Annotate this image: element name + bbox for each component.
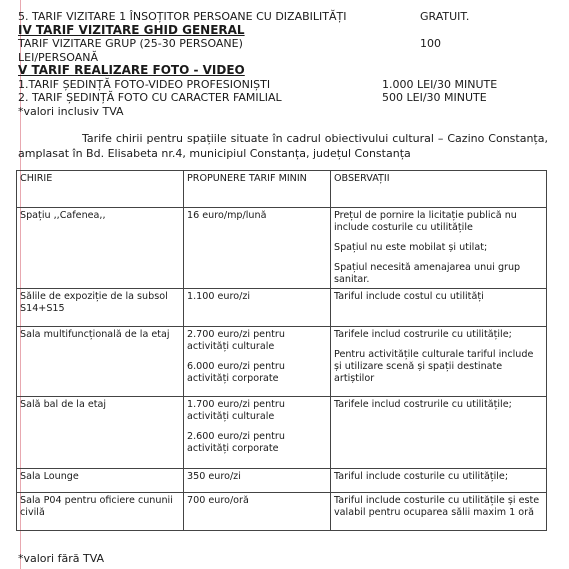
cell-chirie: Sălile de expoziție de la subsol S14+S15 — [17, 289, 184, 327]
tariff-value: 1.000 LEI/30 MINUTE — [382, 77, 498, 91]
footnote: *valori fără TVA — [18, 552, 105, 565]
tarif-value: 2.600 euro/zi pentru activități corporate — [187, 431, 285, 454]
cell-tarif — [184, 289, 331, 327]
table-row — [17, 327, 547, 397]
cell-tarif — [184, 493, 331, 531]
heading-text: IV TARIF VIZITARE GHID GENERAL — [18, 22, 245, 37]
obs-line: Tariful include costurile cu utilitățile; — [334, 471, 509, 482]
tarif-value: 700 euro/oră — [187, 495, 249, 506]
col-header-observatii: OBSERVAȚII — [331, 171, 547, 208]
tariff-line — [18, 51, 558, 65]
cell-chirie: Sală bal de la etaj — [17, 397, 184, 469]
table-row — [17, 289, 547, 327]
section-heading — [18, 24, 558, 38]
section-heading — [18, 64, 558, 78]
obs-line: Prețul de pornire la licitație publică nu include costurile cu utilitățile — [334, 210, 517, 233]
table-row — [17, 397, 547, 469]
obs-line: Tariful include costul cu utilități — [334, 291, 484, 302]
cell-observatii — [331, 208, 547, 289]
cell-observatii — [331, 397, 547, 469]
intro-paragraph — [18, 131, 548, 161]
col-header-tarif: PROPUNERE TARIF MININ — [184, 171, 331, 208]
obs-line: Tarifele includ costrurile cu utilitățile; — [334, 399, 512, 410]
tariff-text: 2. TARIF ȘEDINȚĂ FOTO CU CARACTER FAMILIAL — [18, 91, 282, 104]
cell-chirie: Sala P04 pentru oficiere cununii civilă — [17, 493, 184, 531]
rent-table — [16, 170, 547, 531]
tarif-value: 1.100 euro/zi — [187, 291, 251, 302]
tariff-text: 5. TARIF VIZITARE 1 ÎNSOȚITOR PERSOANE CU DIZABILITĂȚI — [18, 10, 347, 23]
obs-line: Spațiul nu este mobilat și utilat; — [334, 242, 488, 253]
obs-line: Spațiul necesită amenajarea unui grup sanitar. — [334, 262, 521, 285]
tarif-value: 1.700 euro/zi pentru activități culturale — [187, 399, 285, 422]
col-header-chirie: CHIRIE — [17, 171, 184, 208]
tariff-line — [18, 37, 558, 51]
heading-text: V TARIF REALIZARE FOTO - VIDEO — [18, 63, 245, 77]
cell-observatii — [331, 289, 547, 327]
tariff-line — [18, 78, 558, 92]
vat-note-text: *valori inclusiv TVA — [18, 104, 124, 118]
cell-tarif — [184, 327, 331, 397]
cell-chirie: Sala Lounge — [17, 469, 184, 493]
cell-observatii — [331, 469, 547, 493]
table-header-row — [17, 171, 547, 208]
tarif-value: 2.700 euro/zi pentru activități culturale — [187, 329, 285, 352]
table-row — [17, 469, 547, 493]
obs-line: Tariful include costurile cu utilitățile și este valabil pentru ocuparea sălii maxim 1 oră — [334, 495, 540, 518]
tariff-list — [18, 10, 558, 118]
tarif-value: 16 euro/mp/lună — [187, 210, 267, 221]
cell-observatii — [331, 493, 547, 531]
tariff-value: GRATUIT. — [420, 10, 470, 23]
tariff-value: 100 — [420, 37, 441, 50]
tariff-text: TARIF VIZITARE GRUP (25-30 PERSOANE) — [18, 37, 243, 50]
cell-observatii — [331, 327, 547, 397]
cell-tarif — [184, 208, 331, 289]
cell-tarif — [184, 397, 331, 469]
tariff-value: 500 LEI/30 MINUTE — [382, 91, 487, 104]
cell-chirie: Sala multifuncțională de la etaj — [17, 327, 184, 397]
cell-tarif — [184, 469, 331, 493]
tariff-line — [18, 10, 558, 24]
tarif-value: 350 euro/zi — [187, 471, 241, 482]
vat-note — [18, 105, 558, 119]
tariff-line — [18, 91, 558, 105]
obs-line: Tarifele includ costrurile cu utilitățile; — [334, 329, 512, 340]
table-row — [17, 493, 547, 531]
tariff-text: LEI/PERSOANĂ — [18, 50, 98, 64]
intro-text: Tarife chirii pentru spațiile situate în cadrul obiectivului cultural – Cazino Constanța, amplasat în Bd. Elisabeta nr.4, municipiul Constanța, județul Constanța — [18, 132, 548, 160]
tariff-text: 1.TARIF ȘEDINȚĂ FOTO-VIDEO PROFESIONIȘTI — [18, 77, 271, 91]
cell-chirie: Spațiu ,,Cafenea,, — [17, 208, 184, 289]
table-row — [17, 208, 547, 289]
tarif-value: 6.000 euro/zi pentru activități corporate — [187, 361, 285, 384]
obs-line: Pentru activitățile culturale tariful include și utilizare scenă și spații destinate artiștilor — [334, 349, 534, 384]
